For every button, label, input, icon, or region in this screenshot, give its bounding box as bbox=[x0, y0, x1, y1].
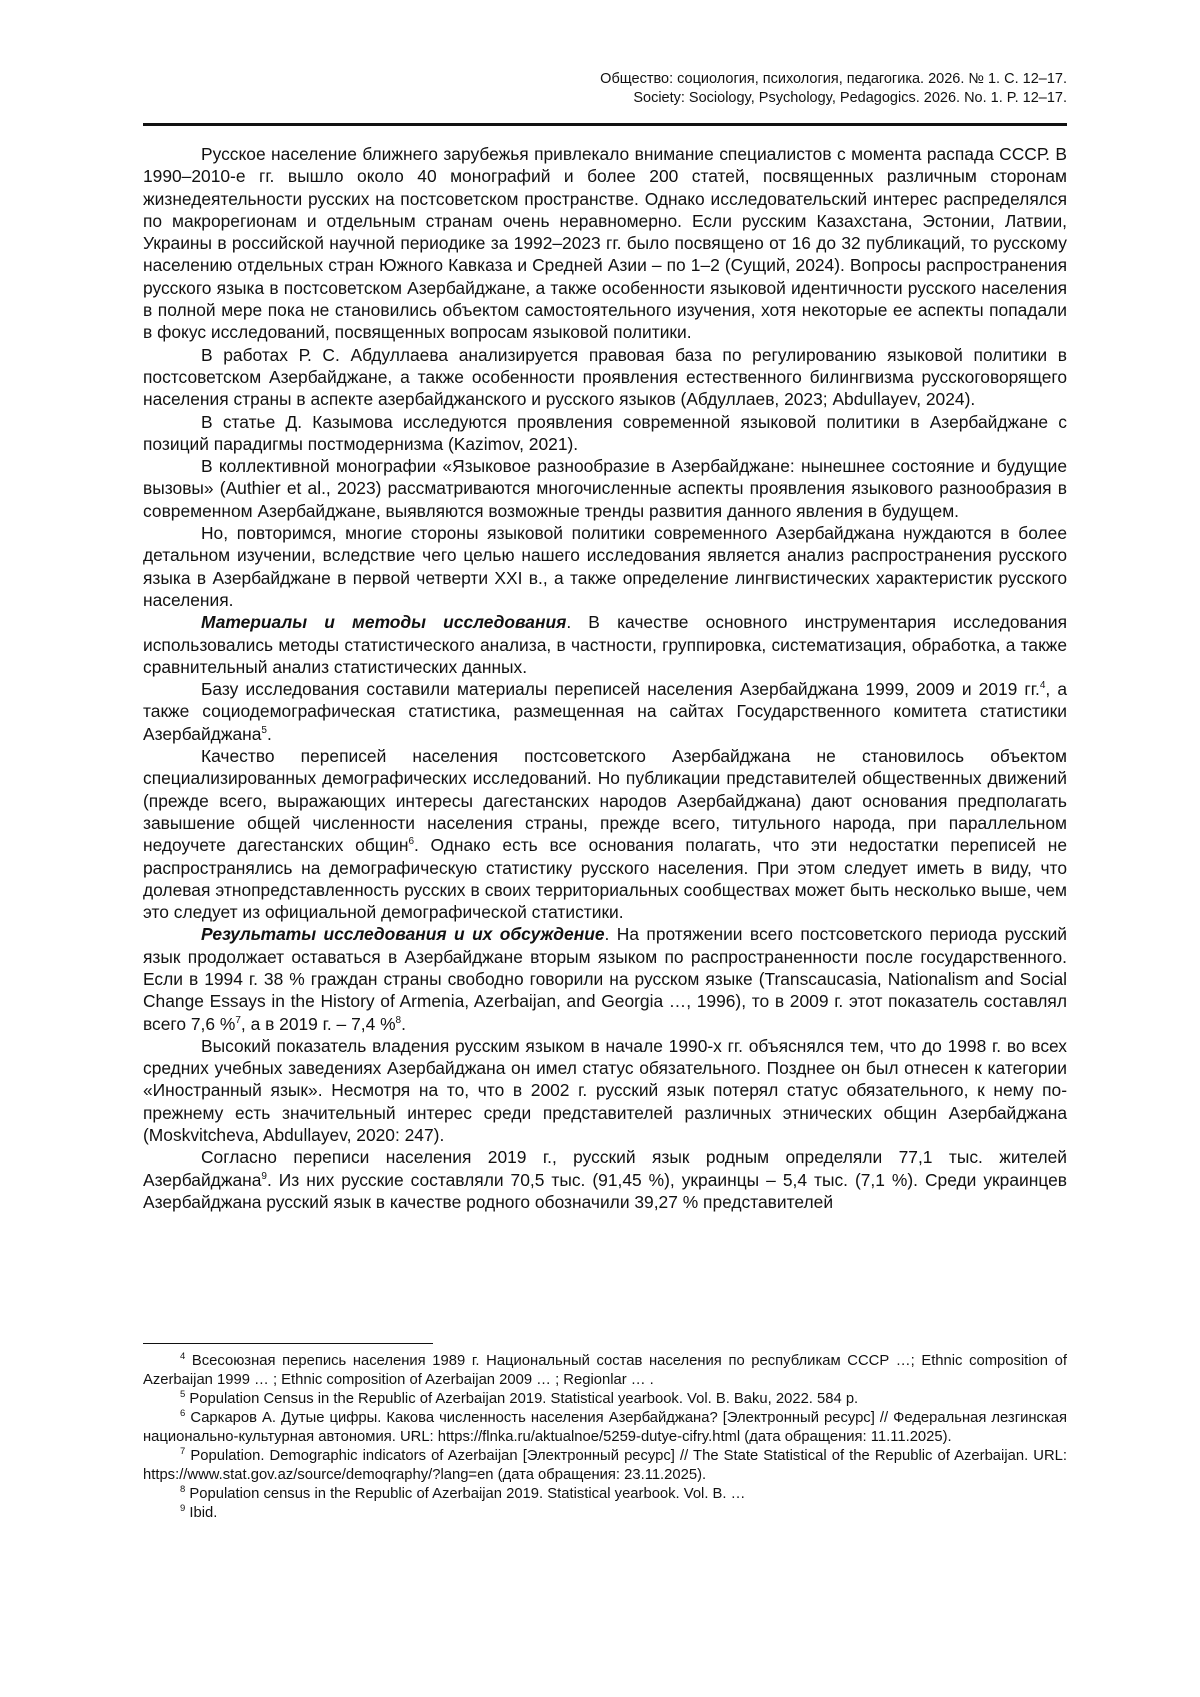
paragraph-text: , а также социодемографическая статистика, размещенная на сайтах Государственного комитета статистики Азербайджана bbox=[143, 679, 1067, 744]
footnote-ref: 6 bbox=[408, 836, 414, 848]
footnote-number: 6 bbox=[180, 1408, 186, 1420]
article-body bbox=[143, 143, 1067, 1213]
footnote bbox=[143, 1409, 1067, 1447]
section-heading-materials: Материалы и методы исследования bbox=[201, 612, 567, 633]
footnote-number: 9 bbox=[180, 1503, 186, 1515]
footnotes bbox=[143, 1352, 1067, 1523]
paragraph-text: Согласно переписи населения 2019 г., русский язык родным определяли 77,1 тыс. жителей Азербайджана bbox=[143, 1147, 1067, 1190]
paragraph-text: . В качестве основного инструментария исследования использовались методы статистического анализа, в частности, группировка, систематизация, обработка, а также сравнительный анализ статистических данных. bbox=[143, 612, 1067, 677]
paragraph bbox=[143, 611, 1067, 678]
paragraph: Но, повторимся, многие стороны языковой политики современного Азербайджана нуждаются в более детальном изучении, вследствие чего целью нашего исследования является анализ распространения русского языка в Азербайджане в первой четверти XXI в., а также определение лингвистических характеристик русского населения. bbox=[143, 523, 1067, 610]
paragraph-text: Качество переписей населения постсоветского Азербайджана не становилось объектом специализированных демографических исследований. Но публикации представителей общественных движений (прежде всего, выражающих интересы дагестанских народов Азербайджана) дают основания предполагать завышение общей численности населения страны, прежде всего, титульного народа, при параллельном недоучете дагестанских общин bbox=[143, 746, 1067, 856]
header-line-en: Society: Sociology, Psychology, Pedagogics. 2026. No. 1. P. 12–17. bbox=[633, 90, 1067, 106]
paragraph-text: . Из них русские составляли 70,5 тыс. (91,45 %), украинцы – 5,4 тыс. (7,1 %). Среди украинцев Азербайджана русский язык в качестве родного обозначили 39,27 % представителей bbox=[143, 1169, 1067, 1212]
paragraph-text: . bbox=[401, 1013, 406, 1034]
footnote-text: Population census in the Republic of Azerbaijan 2019. Statistical yearbook. Vol. B. … bbox=[185, 1486, 746, 1502]
paragraph: В работах Р. С. Абдуллаева анализируется правовая база по регулированию языковой политики в постсоветском Азербайджане, а также особенности проявления естественного билингвизма русскоговорящего населения страны в аспекте азербайджанского и русского языков (Абдуллаев, 2023; Abdullayev, 2024). bbox=[143, 344, 1067, 410]
footnote-number: 4 bbox=[180, 1351, 186, 1363]
paragraph: В статье Д. Казымова исследуются проявления современной языковой политики в Азербайджане с позиций парадигмы постмодернизма (Kazimov, 2021). bbox=[143, 411, 1067, 454]
paragraph bbox=[143, 1146, 1067, 1213]
footnote-ref: 9 bbox=[261, 1170, 267, 1182]
paragraph-text: . На протяжении всего постсоветского периода русский язык продолжает оставаться в Азербайджане вторым языком по распространенности после государственного. Если в 1994 г. 38 % граждан страны свободно говорили на русском языке (Transcaucasia, Nationalism and Social Change Essays in the History of Armenia, Azerbaijan, and Georgia …, 1996), то в 2009 г. этот показатель составлял всего 7,6 % bbox=[143, 924, 1067, 1034]
footnote-number: 7 bbox=[180, 1446, 186, 1458]
footnote-text: Саркаров А. Дутые цифры. Какова численность населения Азербайджана? [Электронный ресурс] // Федеральная лезгинская национально-культурная автономия. URL: https://flnka.ru/aktualnoe/5259-dutye-cifry.html (дата обращения: 11.11.2025). bbox=[143, 1410, 1067, 1445]
footnote-number: 5 bbox=[180, 1389, 186, 1401]
paragraph-text: . bbox=[266, 723, 272, 744]
paragraph: Высокий показатель владения русским языком в начале 1990-х гг. объяснялся тем, что до 1998 г. во всех средних учебных заведениях Азербайджана он имел статус обязательного. Позднее он был отнесен к категории «Иностранный язык». Несмотря на то, что в 2002 г. русский язык потерял статус обязательного, к нему по-прежнему есть значительный интерес среди представителей различных этнических общин Азербайджана (Moskvitcheva, Abdullayev, 2020: 247). bbox=[143, 1035, 1067, 1146]
footnote-ref: 4 bbox=[1039, 680, 1046, 692]
footnote bbox=[143, 1504, 1067, 1523]
paragraph-text: Базу исследования составили материалы переписей населения Азербайджана 1999, 2009 и 2019 гг. bbox=[201, 679, 1040, 700]
paragraph: В коллективной монографии «Языковое разнообразие в Азербайджане: нынешнее состояние и будущие вызовы» (Authier et al., 2023) рассматриваются многочисленные аспекты проявления языкового разнообразия в современном Азербайджане, выявляются возможные тренды развития данного явления в будущем. bbox=[143, 456, 1067, 521]
footnote-text: Population. Demographic indicators of Azerbaijan [Электронный ресурс] // The State Statistical of the Republic of Azerbaijan. URL: https://www.stat.gov.az/source/demoqraphy/?lang=en (дата обращения: 23.11.2025). bbox=[143, 1448, 1067, 1483]
header-line-ru: Общество: социология, психология, педагогика. 2026. № 1. С. 12–17. bbox=[600, 71, 1067, 87]
paragraph bbox=[143, 923, 1067, 1034]
paragraph-text: . Однако есть все основания полагать, что эти недостатки переписей не распространялись на демографическую статистику русского населения. При этом следует иметь в виду, что долевая этнопредставленность русских в своих территориальных сообществах может быть несколько выше, чем это следует из официальной демографической статистики. bbox=[143, 835, 1068, 923]
footnote bbox=[143, 1390, 1067, 1409]
footnote-text: Population Census in the Republic of Azerbaijan 2019. Statistical yearbook. Vol. B. Baku, 2022. 584 p. bbox=[185, 1391, 859, 1407]
running-header bbox=[167, 70, 1067, 108]
paragraph bbox=[143, 678, 1067, 745]
footnote-number: 8 bbox=[180, 1484, 186, 1496]
section-heading-results: Результаты исследования и их обсуждение bbox=[201, 924, 605, 945]
footnote bbox=[143, 1447, 1067, 1485]
footnote-rule bbox=[143, 1343, 433, 1344]
footnote-ref: 7 bbox=[235, 1014, 241, 1026]
footnote-text: Ibid. bbox=[185, 1505, 218, 1521]
footnote bbox=[143, 1352, 1067, 1390]
footnote-ref: 8 bbox=[395, 1014, 402, 1026]
footnote-ref: 5 bbox=[261, 724, 267, 736]
paragraph: Русское население ближнего зарубежья привлекало внимание специалистов с момента распада СССР. В 1990–2010-е гг. вышло около 40 монографий и более 200 статей, посвященных различным сторонам жизнедеятельности русских на постсоветском пространстве. Однако исследовательский интерес распределялся по макрорегионам и отдельным странам очень неравномерно. Если русским Казахстана, Эстонии, Латвии, Украины в российской научной периодике за 1992–2023 гг. было посвящено от 16 до 32 публикаций, то русскому населению отдельных стран Южного Кавказа и Средней Азии – по 1–2 (Сущий, 2024). Вопросы распространения русского языка в постсоветском Азербайджане, а также особенности языковой идентичности русского населения в полной мере пока не становились объектом самостоятельного изучения, хотя некоторые ее аспекты попадали в фокус исследований, посвященных вопросам языковой политики. bbox=[143, 144, 1067, 343]
footnote bbox=[143, 1485, 1067, 1504]
footnote-text: Всесоюзная перепись населения 1989 г. Национальный состав населения по республикам СССР …; Ethnic composition of Azerbaijan 1999 … ; Ethnic composition of Azerbaijan 2009 … ; Regionlar … . bbox=[143, 1353, 1067, 1388]
header-rule bbox=[143, 123, 1067, 126]
paragraph bbox=[143, 745, 1067, 923]
paragraph-text: , а в 2019 г. – 7,4 % bbox=[240, 1013, 396, 1034]
